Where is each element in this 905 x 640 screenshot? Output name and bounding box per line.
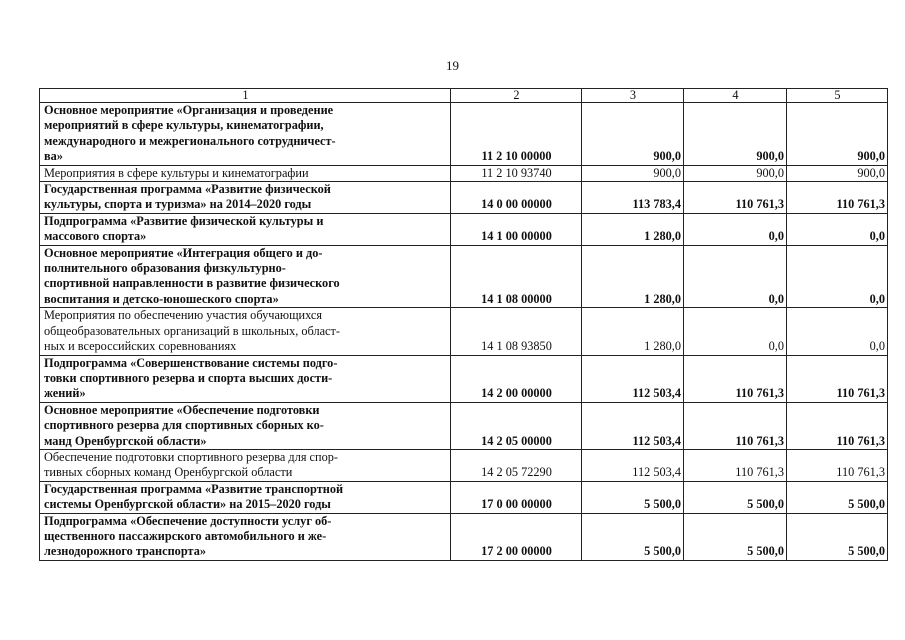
row-code: 14 1 08 93850 [451, 308, 582, 355]
table-row [40, 182, 888, 214]
row-value-col5: 5 500,0 [787, 481, 888, 513]
row-name: Обеспечение подготовки спортивного резерва для спор- тивных сборных команд Оренбургской области [40, 449, 451, 481]
row-name: Основное мероприятие «Обеспечение подготовки спортивного резерва для спортивных сборных ко- манд Оренбургской области» [40, 402, 451, 449]
row-name: Подпрограмма «Совершенствование системы подго- товки спортивного резерва и спорта высших дости- жений» [40, 355, 451, 402]
row-value-col4: 110 761,3 [684, 182, 787, 214]
table-row [40, 165, 888, 181]
row-name: Основное мероприятие «Организация и проведение мероприятий в сфере культуры, кинематографии, международного и межрегионального сотрудничест- ва» [40, 103, 451, 166]
row-value-col4: 0,0 [684, 245, 787, 308]
row-value-col4: 110 761,3 [684, 355, 787, 402]
row-value-col5: 0,0 [787, 245, 888, 308]
row-code: 14 1 08 00000 [451, 245, 582, 308]
row-name: Мероприятия по обеспечению участия обучающихся общеобразовательных организаций в школьных, област- ных и всероссийских соревнованиях [40, 308, 451, 355]
row-value-col5: 110 761,3 [787, 402, 888, 449]
row-code: 11 2 10 93740 [451, 165, 582, 181]
row-value-col4: 900,0 [684, 103, 787, 166]
row-code: 14 2 05 72290 [451, 449, 582, 481]
row-code: 11 2 10 00000 [451, 103, 582, 166]
row-code: 17 0 00 00000 [451, 481, 582, 513]
row-name: Подпрограмма «Развитие физической культуры и массового спорта» [40, 213, 451, 245]
table-row [40, 308, 888, 355]
row-name: Мероприятия в сфере культуры и кинематографии [40, 165, 451, 181]
column-header-3: 3 [582, 89, 684, 103]
table-row [40, 449, 888, 481]
row-value-col5: 900,0 [787, 103, 888, 166]
row-code: 14 1 00 00000 [451, 213, 582, 245]
row-code: 14 2 00 00000 [451, 355, 582, 402]
row-value-col5: 110 761,3 [787, 355, 888, 402]
row-name: Основное мероприятие «Интеграция общего и до- полнительного образования физкультурно- спортивной направленности в развитие физического воспитания и детско-юношеского спорта» [40, 245, 451, 308]
table-row [40, 245, 888, 308]
row-value-col3: 1 280,0 [582, 213, 684, 245]
row-value-col4: 0,0 [684, 308, 787, 355]
column-header-1: 1 [40, 89, 451, 103]
row-value-col5: 110 761,3 [787, 182, 888, 214]
budget-table [39, 88, 888, 561]
table-row [40, 402, 888, 449]
row-value-col5: 110 761,3 [787, 449, 888, 481]
row-value-col5: 0,0 [787, 213, 888, 245]
table-row [40, 213, 888, 245]
table-row [40, 355, 888, 402]
page-number: 19 [446, 58, 459, 73]
row-value-col3: 900,0 [582, 103, 684, 166]
column-header-5: 5 [787, 89, 888, 103]
row-value-col5: 0,0 [787, 308, 888, 355]
row-code: 14 2 05 00000 [451, 402, 582, 449]
table-row [40, 481, 888, 513]
row-value-col3: 5 500,0 [582, 481, 684, 513]
row-value-col5: 5 500,0 [787, 513, 888, 560]
row-value-col4: 5 500,0 [684, 481, 787, 513]
row-value-col3: 1 280,0 [582, 308, 684, 355]
column-header-2: 2 [451, 89, 582, 103]
row-value-col3: 5 500,0 [582, 513, 684, 560]
table-header-row [40, 89, 888, 103]
row-value-col4: 0,0 [684, 213, 787, 245]
row-value-col4: 110 761,3 [684, 402, 787, 449]
row-value-col3: 900,0 [582, 165, 684, 181]
row-value-col4: 110 761,3 [684, 449, 787, 481]
row-name: Подпрограмма «Обеспечение доступности услуг об- щественного пассажирского автомобильного и же- лезнодорожного транспорта» [40, 513, 451, 560]
row-name: Государственная программа «Развитие транспортной системы Оренбургской области» на 2015–2020 годы [40, 481, 451, 513]
row-code: 14 0 00 00000 [451, 182, 582, 214]
row-value-col4: 5 500,0 [684, 513, 787, 560]
row-value-col3: 112 503,4 [582, 449, 684, 481]
row-value-col5: 900,0 [787, 165, 888, 181]
table-row [40, 103, 888, 166]
row-value-col4: 900,0 [684, 165, 787, 181]
row-name: Государственная программа «Развитие физической культуры, спорта и туризма» на 2014–2020 годы [40, 182, 451, 214]
column-header-4: 4 [684, 89, 787, 103]
row-value-col3: 112 503,4 [582, 402, 684, 449]
row-value-col3: 1 280,0 [582, 245, 684, 308]
row-value-col3: 112 503,4 [582, 355, 684, 402]
row-value-col3: 113 783,4 [582, 182, 684, 214]
row-code: 17 2 00 00000 [451, 513, 582, 560]
table-row [40, 513, 888, 560]
